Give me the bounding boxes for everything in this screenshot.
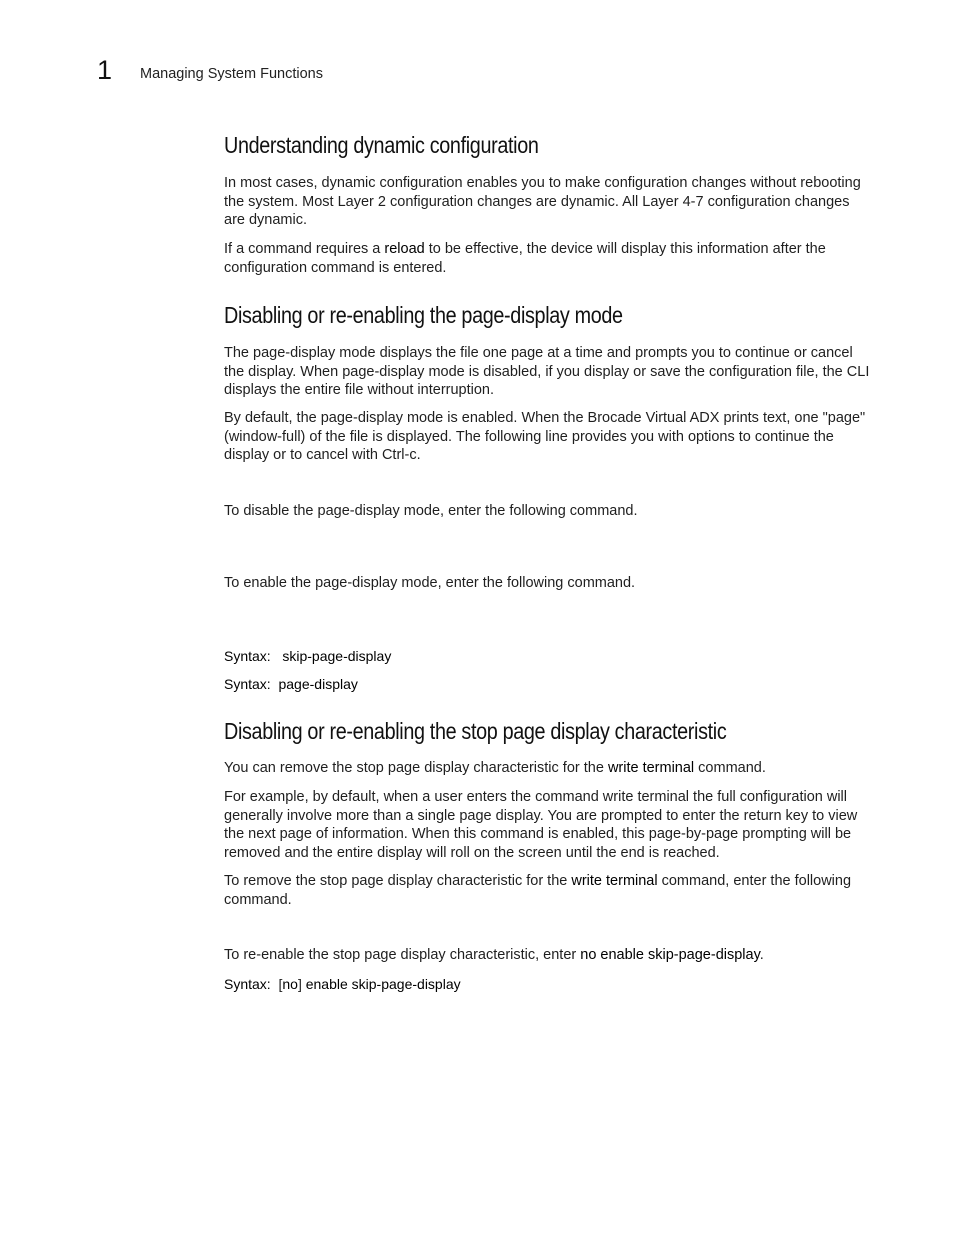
paragraph: To enable the page-display mode, enter the following command. [224,575,636,591]
section-heading-stop-page-display: Disabling or re-enabling the stop page display characteristic [224,718,727,744]
syntax-line [224,647,872,666]
syntax-bracket: ] [297,976,302,992]
paragraph: The page-display mode displays the file one page at a time and prompts you to continue or cancel the display. When page-display mode is disabled, if you display or save the configuration file, the CLI displays the entire file without interruption. [224,345,870,399]
text: To remove the stop page display characteristic for the [224,873,572,889]
syntax-line [224,675,872,694]
command-reload: reload [384,241,425,257]
syntax-command: enable skip-page-display [305,976,461,992]
syntax-label: Syntax: [224,976,271,992]
command-write-terminal: write terminal [607,760,695,776]
text: command, enter the following command. [224,873,852,908]
syntax-command: skip-page-display [282,648,392,664]
text: You can remove the stop page display characteristic for the [224,760,608,776]
section-heading-dynamic-configuration: Understanding dynamic configuration [224,132,539,158]
syntax-command: page-display [278,676,358,692]
text: to be effective, the device will display this information after the configuration command is entered. [224,241,826,276]
chapter-title: Managing System Functions [140,66,323,82]
section-heading-page-display-mode: Disabling or re-enabling the page-display mode [224,302,623,328]
paragraph: By default, the page-display mode is enabled. When the Brocade Virtual ADX prints text, one "page" (window-full) of the file is displayed. The following line provides you with options to continue the display or to cancel with Ctrl-c. [224,410,866,464]
command-no-enable-skip-page-display: no enable skip-page-display [580,947,760,963]
paragraph: For example, by default, when a user enters the command write terminal the full configuration will generally involve more than a single page display. You are prompted to enter the return key to view the next page of information. When this command is enabled, this page-by-page prompting will be removed and the entire display will roll on the screen until the end is reached. [224,789,858,862]
syntax-bracket: [ [278,976,283,992]
text: command. [694,760,766,776]
syntax-label: Syntax: [224,676,271,692]
text: . [759,947,764,963]
syntax-line [224,975,872,994]
paragraph [224,240,872,277]
text: To re-enable the stop page display characteristic, enter [224,947,581,963]
paragraph [224,872,872,909]
chapter-number: 1 [97,55,113,85]
paragraph: To disable the page-display mode, enter the following command. [224,503,638,519]
paragraph [224,946,872,965]
syntax-keyword-no: no [282,976,298,992]
text: If a command requires a [224,241,385,257]
paragraph [224,759,872,778]
paragraph: In most cases, dynamic configuration enables you to make configuration changes without rebooting the system. Most Layer 2 configuration changes are dynamic. All Layer 4-7 configuration changes are dynamic. [224,175,861,229]
command-write-terminal: write terminal [571,873,658,889]
syntax-label: Syntax: [224,648,271,664]
